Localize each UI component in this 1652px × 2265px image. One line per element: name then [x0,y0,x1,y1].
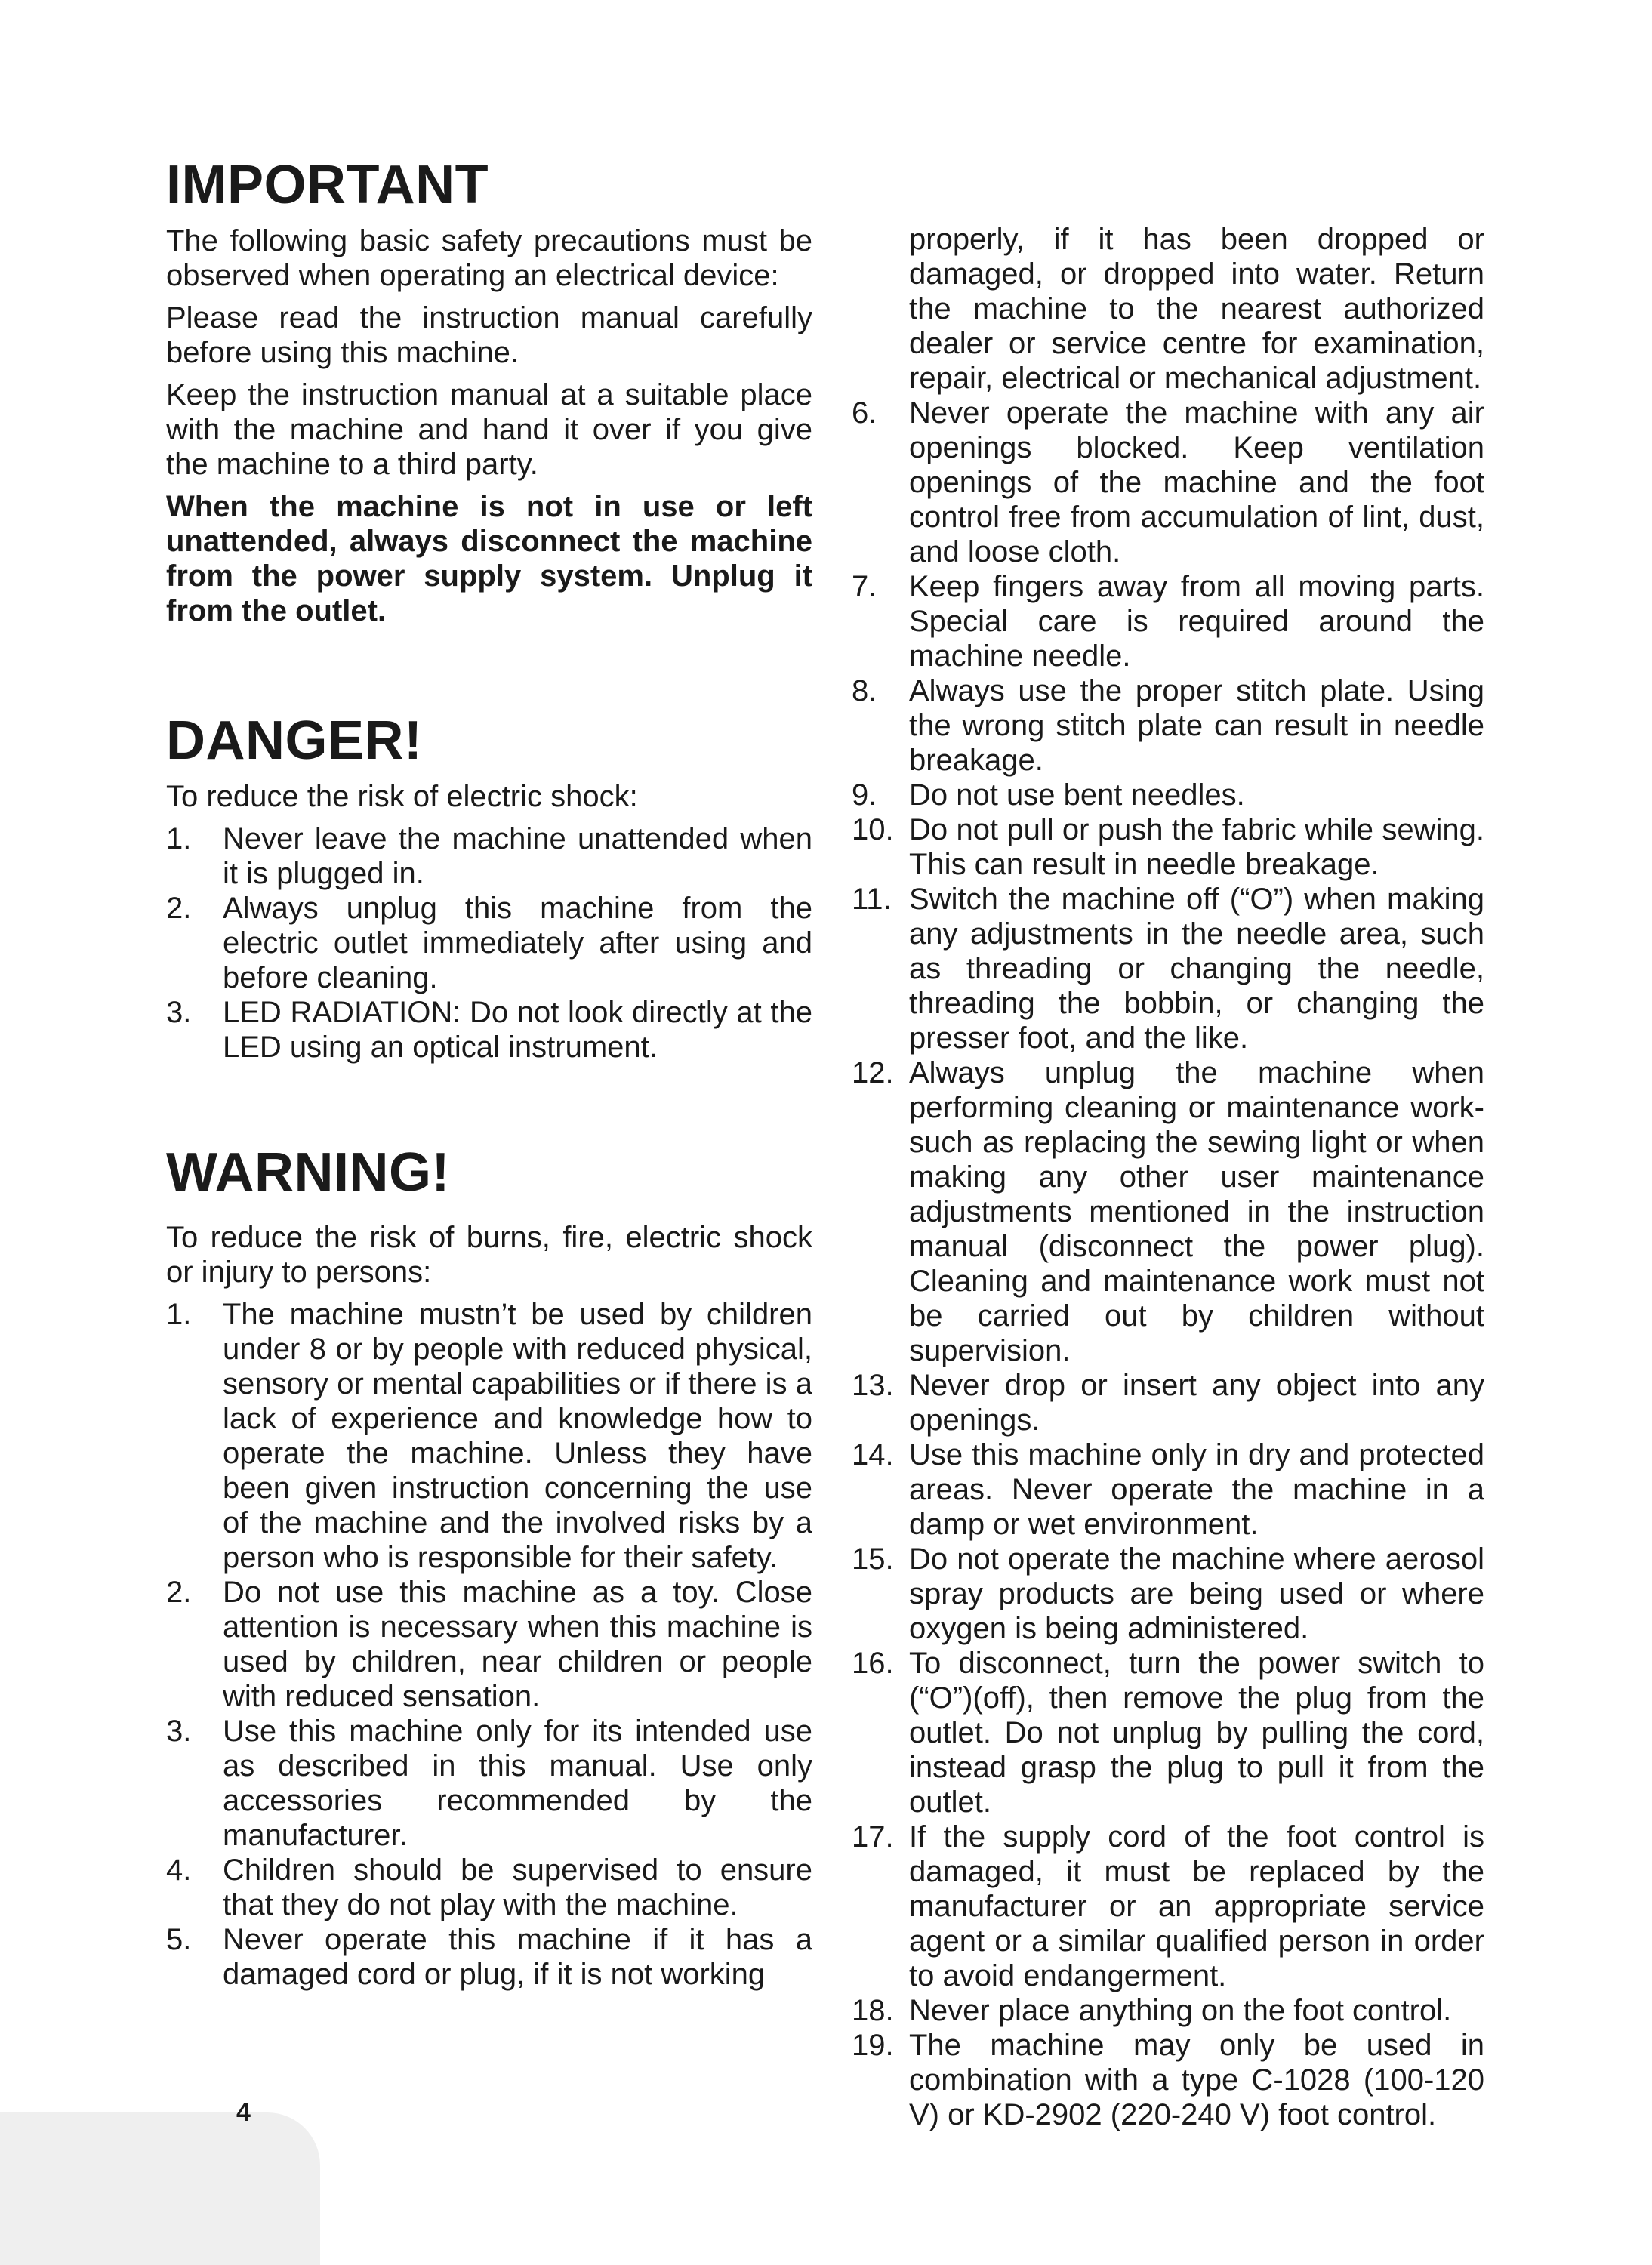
warning-item [166,1575,812,1714]
item-number: 6. [852,396,877,430]
item-text: Always unplug the machine when performing cleaning or maintenance work- such as replacing the sewing light or when making any other user maintenance adjustments mentioned in the instruction manual (disconnect the power plug). Cleaning and maintenance work must not be carried out by children without supervision. [909,1056,1484,1367]
item-text: Never operate this machine if it has a damaged cord or plug, if it is not working [223,1923,812,1991]
important-paragraph: Keep the instruction manual at a suitable place with the machine and hand it over if you give the machine to a third party. [166,378,812,481]
warning-section [166,1140,812,1992]
item-text: Always unplug this machine from the electric outlet immediately after using and before cleaning. [223,892,812,994]
item-text: Do not use bent needles. [909,778,1245,812]
item-number: 8. [852,674,877,707]
important-paragraph: Please read the instruction manual carefully before using this machine. [166,301,812,369]
item-number: 10. [852,813,894,846]
item-text: Keep fingers away from all moving parts. Special care is required around the machine needle. [909,570,1484,673]
warning-item [850,1993,1484,2028]
item-text: Do not operate the machine where aerosol spray products are being used or where oxygen is being administered. [909,1542,1484,1645]
item-text: If the supply cord of the foot control is damaged, it must be replaced by the manufacturer or an appropriate service agent or a similar qualified person in order to avoid endangerment. [909,1820,1484,1992]
warning-item [850,1646,1484,1820]
warning-item [850,1820,1484,1993]
item-number: 16. [852,1647,894,1680]
footer-tab [0,2112,320,2265]
item-number: 13. [852,1369,894,1402]
item-number: 4. [166,1854,192,1887]
warning-item [850,569,1484,673]
item-number: 5. [166,1923,192,1956]
item-number: 7. [852,570,877,603]
item-number: 11. [852,883,892,916]
warning-item-continuation [850,222,1484,396]
item-text: The machine may only be used in combination with a type C-1028 (100-120 V) or KD-2902 (220-240 V) foot control. [909,2029,1484,2131]
warning-item [850,2028,1484,2132]
warning-list-continued [850,222,1484,2132]
item-number: 1. [166,822,192,855]
item-number: 1. [166,1298,192,1331]
important-heading: IMPORTANT [166,155,489,215]
warning-list [166,1297,812,1992]
warning-item [166,1297,812,1575]
page-number: 4 [236,2098,251,2127]
warning-item [166,1922,812,1992]
item-text: Never place anything on the foot control. [909,1994,1452,2027]
item-text: Switch the machine off (“O”) when making any adjustments in the needle area, such as threading or changing the needle, threading the bobbin, or changing the presser foot, and the like. [909,883,1484,1055]
item-number: 3. [166,996,192,1029]
left-column [166,153,812,1992]
warning-item [850,673,1484,778]
warning-item [850,1438,1484,1542]
warning-heading: WARNING! [166,1142,450,1203]
danger-item [166,891,812,995]
warning-item [850,882,1484,1055]
warning-item [166,1853,812,1922]
item-text: properly, if it has been dropped or damaged, or dropped into water. Return the machine to the nearest authorized dealer or service centre for examination, repair, electrical or mechanical adjustment. [909,223,1484,395]
item-text: Use this machine only for its intended use as described in this manual. Use only accessories recommended by the manufacturer. [223,1715,812,1852]
item-text: Do not pull or push the fabric while sewing. This can result in needle breakage. [909,813,1484,881]
important-bold-note: When the machine is not in use or left unattended, always disconnect the machine from the power supply system. Unplug it from the outlet. [166,490,812,627]
important-paragraph: The following basic safety precautions must be observed when operating an electrical device: [166,224,812,292]
item-number: 9. [852,778,877,812]
warning-item [166,1714,812,1853]
warning-intro: To reduce the risk of burns, fire, electric shock or injury to persons: [166,1221,812,1289]
item-number: 3. [166,1715,192,1748]
item-text: Never leave the machine unattended when it is plugged in. [223,822,812,890]
item-number: 2. [166,1576,192,1609]
important-section [166,153,812,628]
item-text: LED RADIATION: Do not look directly at the LED using an optical instrument. [223,996,812,1064]
warning-item [850,1368,1484,1438]
item-text: Use this machine only in dry and protected areas. Never operate the machine in a damp or wet environment. [909,1438,1484,1541]
item-text: Always use the proper stitch plate. Using the wrong stitch plate can result in needle breakage. [909,674,1484,777]
item-text: Never operate the machine with any air openings blocked. Keep ventilation openings of the machine and the foot control free from accumulation of lint, dust, and loose cloth. [909,396,1484,569]
item-number: 17. [852,1820,894,1854]
warning-item [850,778,1484,812]
danger-intro: To reduce the risk of electric shock: [166,780,638,813]
item-number: 15. [852,1542,894,1576]
danger-heading: DANGER! [166,710,423,771]
danger-item [166,995,812,1065]
item-number: 12. [852,1056,894,1089]
item-number: 14. [852,1438,894,1471]
warning-item [850,1542,1484,1646]
item-text: Do not use this machine as a toy. Close attention is necessary when this machine is used by children, near children or people with reduced sensation. [223,1576,812,1713]
right-column [850,222,1484,2132]
item-text: Children should be supervised to ensure that they do not play with the machine. [223,1854,812,1921]
item-number: 19. [852,2029,894,2062]
item-number: 18. [852,1994,894,2027]
danger-item [166,821,812,891]
item-number: 2. [166,892,192,925]
danger-section [166,708,812,1065]
danger-list [166,821,812,1065]
warning-item [850,812,1484,882]
item-text: Never drop or insert any object into any openings. [909,1369,1484,1437]
item-text: The machine mustn’t be used by children under 8 or by people with reduced physical, sensory or mental capabilities or if there is a lack of experience and knowledge how to operate the machine. Unless they have been given instruction concerning the use of the machine and the involved risks by a person who is responsible for their safety. [223,1298,812,1574]
item-text: To disconnect, turn the power switch to (“O”)(off), then remove the plug from the outlet. Do not unplug by pulling the cord, instead grasp the plug to pull it from the outlet. [909,1647,1484,1819]
warning-item [850,396,1484,569]
warning-item [850,1055,1484,1368]
